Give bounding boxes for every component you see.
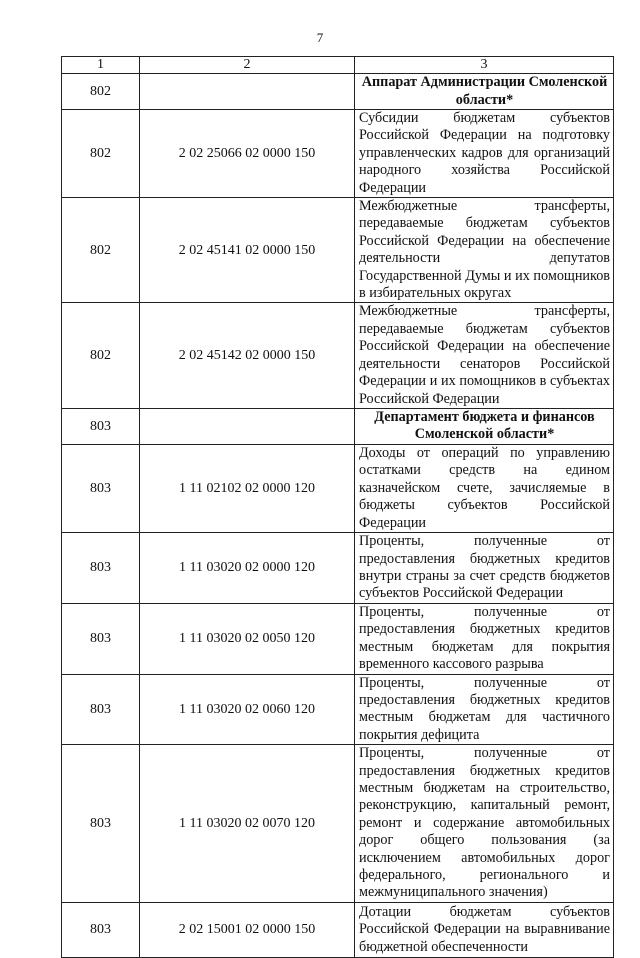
- description-cell: Дотации бюджетам субъектов Российской Федерации на выравнивание бюджетной обеспеченности: [355, 902, 614, 957]
- admin-code-cell: 802: [62, 198, 140, 303]
- budget-classification-code-cell: 1 11 03020 02 0050 120: [140, 603, 355, 674]
- admin-code-cell: 803: [62, 603, 140, 674]
- description-cell: Проценты, полученные от предоставления бюджетных кредитов внутри страны за счет средств бюджетов субъектов Российской Федерации: [355, 532, 614, 603]
- admin-code-cell: 803: [62, 902, 140, 957]
- admin-code-cell: 803: [62, 674, 140, 745]
- admin-code-cell: 802: [62, 74, 140, 110]
- description-cell: Доходы от операций по управлению остатками средств на едином казначейском счете, зачисляемые в бюджеты субъектов Российской Федерации: [355, 444, 614, 532]
- table-row: [62, 603, 614, 674]
- column-header-1: 1: [62, 57, 140, 74]
- table-row: [62, 303, 614, 408]
- table-body: [62, 74, 614, 958]
- page-number: 7: [316, 30, 324, 45]
- admin-code-cell: 803: [62, 745, 140, 903]
- budget-classification-code-cell: [140, 408, 355, 444]
- table-row: [62, 532, 614, 603]
- budget-classification-code-cell: 2 02 25066 02 0000 150: [140, 110, 355, 198]
- admin-code-cell: 803: [62, 444, 140, 532]
- revenue-codes-table: [61, 56, 614, 958]
- description-cell: Межбюджетные трансферты, передаваемые бюджетам субъектов Российской Федерации на обеспечение деятельности сенаторов Российской Федерации и их помощников в субъектах Российской Федерации: [355, 303, 614, 408]
- table-row: [62, 674, 614, 745]
- column-header-3: 3: [355, 57, 614, 74]
- admin-code-cell: 802: [62, 110, 140, 198]
- table-header: [62, 57, 614, 74]
- budget-classification-code-cell: 2 02 45142 02 0000 150: [140, 303, 355, 408]
- description-cell: Межбюджетные трансферты, передаваемые бюджетам субъектов Российской Федерации на обеспечение деятельности депутатов Государственной Думы и их помощников в избирательных округах: [355, 198, 614, 303]
- table-row: [62, 444, 614, 532]
- section-heading-row: [62, 74, 614, 110]
- column-header-2: 2: [140, 57, 355, 74]
- budget-classification-code-cell: 1 11 03020 02 0060 120: [140, 674, 355, 745]
- budget-classification-code-cell: 1 11 03020 02 0000 120: [140, 532, 355, 603]
- table-row: [62, 745, 614, 903]
- admin-code-cell: 803: [62, 408, 140, 444]
- table-row: [62, 902, 614, 957]
- section-title-cell: Аппарат Администрации Смоленской области*: [355, 74, 614, 110]
- description-cell: Субсидии бюджетам субъектов Российской Федерации на подготовку управленческих кадров для организаций народного хозяйства Российской Федерации: [355, 110, 614, 198]
- table-row: [62, 110, 614, 198]
- budget-classification-code-cell: 2 02 45141 02 0000 150: [140, 198, 355, 303]
- budget-classification-code-cell: 1 11 03020 02 0070 120: [140, 745, 355, 903]
- admin-code-cell: 802: [62, 303, 140, 408]
- description-cell: Проценты, полученные от предоставления бюджетных кредитов местным бюджетам для частичного покрытия дефицита: [355, 674, 614, 745]
- budget-classification-code-cell: [140, 74, 355, 110]
- section-title-cell: Департамент бюджета и финансов Смоленской области*: [355, 408, 614, 444]
- section-heading-row: [62, 408, 614, 444]
- table-row: [62, 198, 614, 303]
- description-cell: Проценты, полученные от предоставления бюджетных кредитов местным бюджетам для покрытия временного кассового разрыва: [355, 603, 614, 674]
- budget-classification-code-cell: 1 11 02102 02 0000 120: [140, 444, 355, 532]
- description-cell: Проценты, полученные от предоставления бюджетных кредитов местным бюджетам на строительство, реконструкцию, капитальный ремонт, ремонт и содержание автомобильных дорог общего пользования (за исключением автомобильных дорог федерального, регионального и межмуниципального значения): [355, 745, 614, 903]
- header-row: [62, 57, 614, 74]
- admin-code-cell: 803: [62, 532, 140, 603]
- budget-classification-code-cell: 2 02 15001 02 0000 150: [140, 902, 355, 957]
